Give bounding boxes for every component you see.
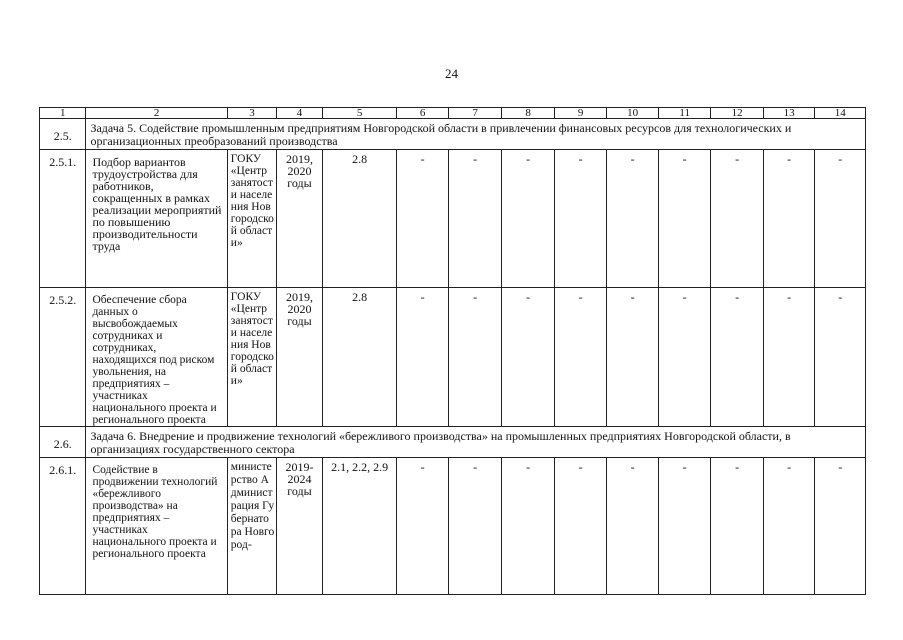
- responsible-org: [227, 150, 276, 288]
- funding-value: -: [658, 458, 711, 595]
- responsible-org-text: министерство Администрация Губернатора Новгород-: [230, 461, 275, 551]
- column-number: 5: [322, 108, 397, 119]
- column-number: 10: [607, 108, 658, 119]
- implementation-period: 2019, 2020 годы: [277, 288, 322, 427]
- indicator-ref: 2.1, 2.2, 2.9: [322, 458, 397, 595]
- page-number: 24: [445, 66, 458, 81]
- column-number: 7: [448, 108, 502, 119]
- funding-value: -: [554, 458, 607, 595]
- task-row: [40, 427, 866, 458]
- funding-value: -: [815, 288, 866, 427]
- table-row: [40, 458, 866, 595]
- funding-value: -: [502, 288, 555, 427]
- funding-value: -: [763, 150, 814, 288]
- column-number: 14: [815, 108, 866, 119]
- task-number: 2.6.: [40, 427, 86, 458]
- funding-value: -: [711, 150, 764, 288]
- measure-name-text: Содействие в продвижении технологий «бережливого производства» на предприятиях – участниках национального проекта и регионального проекта: [92, 464, 218, 560]
- column-number: 4: [277, 108, 322, 119]
- row-number: 2.5.2.: [40, 288, 86, 427]
- task-title: Задача 5. Содействие промышленным предприятиям Новгородской области в привлечении финансовых ресурсов для технологических и организационных преобразований производства: [86, 119, 866, 150]
- funding-value: -: [448, 150, 502, 288]
- funding-value: -: [607, 150, 658, 288]
- funding-value: -: [658, 288, 711, 427]
- funding-value: -: [815, 458, 866, 595]
- responsible-org-text: ГОКУ «Центр занятости населения Новгородской области»: [230, 153, 274, 249]
- funding-value: -: [397, 458, 448, 595]
- column-number: 11: [658, 108, 711, 119]
- funding-value: -: [502, 150, 555, 288]
- funding-value: -: [711, 458, 764, 595]
- responsible-org: [227, 458, 276, 595]
- row-number: 2.5.1.: [40, 150, 86, 288]
- measure-name-text: Обеспечение сбора данных о высвобождаемых сотрудниках и сотрудниках, находящихся под риском увольнения, на предприятиях – участниках национального проекта и регионального проекта: [92, 294, 217, 426]
- funding-value: -: [554, 288, 607, 427]
- task-title: Задача 6. Внедрение и продвижение технологий «бережливого производства» на промышленных предприятиях Новгородской области, в организациях государственного сектора: [86, 427, 866, 458]
- funding-value: -: [658, 150, 711, 288]
- responsible-org: [227, 288, 276, 427]
- indicator-ref: 2.8: [322, 288, 397, 427]
- row-number: 2.6.1.: [40, 458, 86, 595]
- column-number-row: [40, 108, 866, 119]
- funding-value: -: [448, 458, 502, 595]
- indicator-ref: 2.8: [322, 150, 397, 288]
- task-number: 2.5.: [40, 119, 86, 150]
- measures-table: [39, 107, 866, 595]
- column-number: 1: [40, 108, 86, 119]
- funding-value: -: [711, 288, 764, 427]
- column-number: 3: [227, 108, 276, 119]
- implementation-period: 2019-2024 годы: [277, 458, 322, 595]
- measure-name: [86, 458, 227, 595]
- table-row: [40, 288, 866, 427]
- funding-value: -: [397, 150, 448, 288]
- funding-value: -: [502, 458, 555, 595]
- measure-name: [86, 288, 227, 427]
- funding-value: -: [763, 458, 814, 595]
- measure-name-text: Подбор вариантов трудоустройства для работников, сокращенных в рамках реализации мероприятий по повышению производительности труда: [92, 155, 222, 253]
- funding-value: -: [448, 288, 502, 427]
- funding-value: -: [554, 150, 607, 288]
- funding-value: -: [607, 458, 658, 595]
- column-number: 12: [711, 108, 764, 119]
- funding-value: -: [763, 288, 814, 427]
- column-number: 2: [86, 108, 227, 119]
- column-number: 13: [763, 108, 814, 119]
- column-number: 6: [397, 108, 448, 119]
- funding-value: -: [397, 288, 448, 427]
- column-number: 8: [502, 108, 555, 119]
- task-row: [40, 119, 866, 150]
- funding-value: -: [815, 150, 866, 288]
- funding-value: -: [607, 288, 658, 427]
- implementation-period: 2019, 2020 годы: [277, 150, 322, 288]
- measure-name: [86, 150, 227, 288]
- table-row: [40, 150, 866, 288]
- responsible-org-text: ГОКУ «Центр занятости населения Новгородской области»: [230, 291, 274, 387]
- column-number: 9: [554, 108, 607, 119]
